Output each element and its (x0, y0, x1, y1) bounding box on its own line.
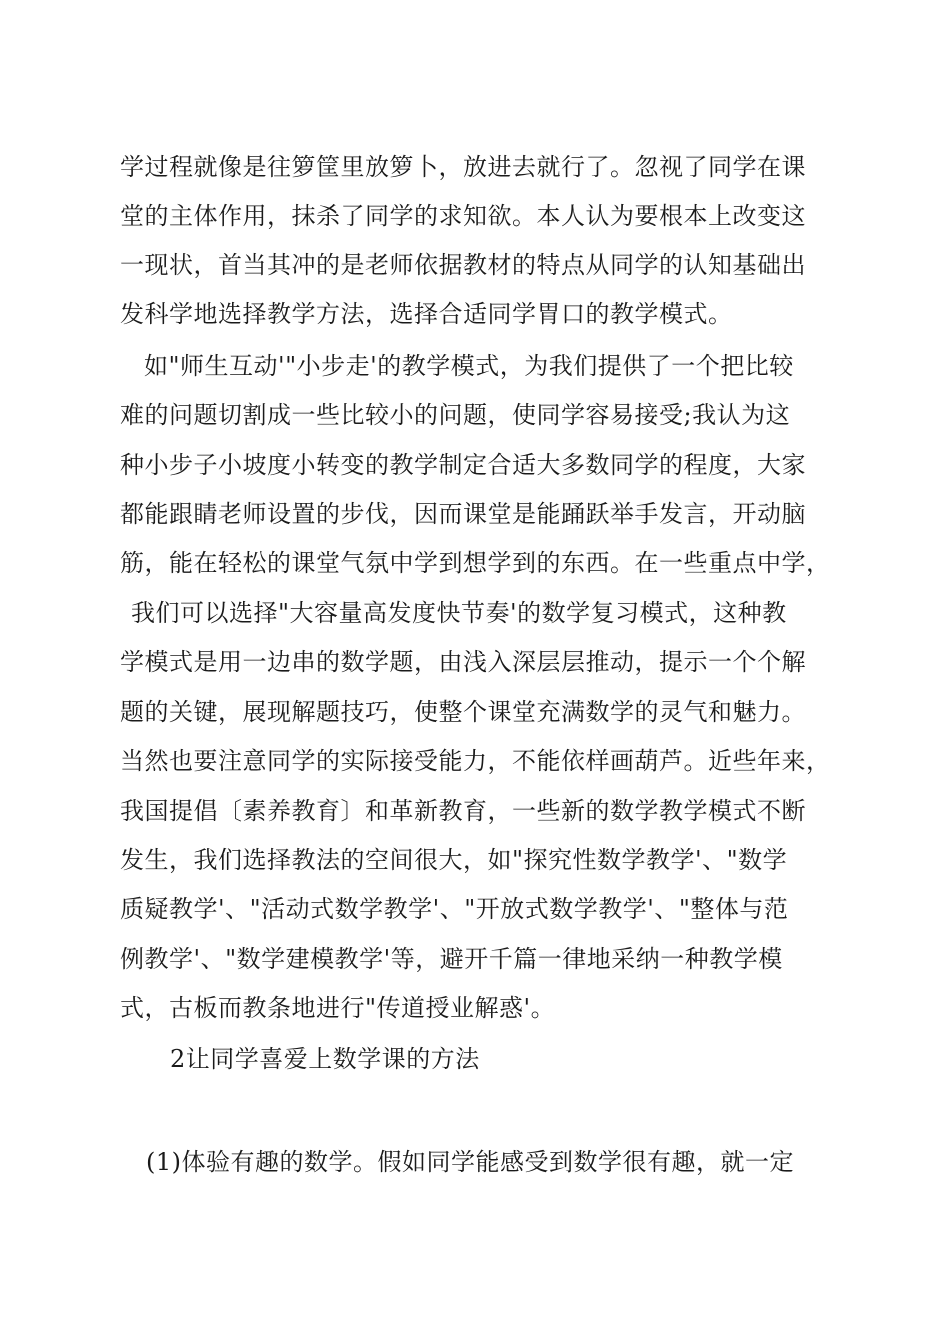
text-line: 学过程就像是往箩筐里放箩卜，放进去就行了。忽视了同学在课 (120, 153, 806, 181)
section-heading: 2让同学喜爱上数学课的方法 (170, 1045, 480, 1073)
text-line: 筋，能在轻松的课堂气氛中学到想学到的东西。在一些重点中学， (120, 549, 831, 577)
text-line: 我国提倡〔素养教育〕和革新教育，一些新的数学教学模式不断 (120, 797, 806, 825)
text-line: 式，古板而教条地进行"传道授业解惑'。 (120, 994, 556, 1022)
text-line: 如"师生互动'"小步走'的教学模式，为我们提供了一个把比较 (144, 352, 794, 380)
text-line: 学模式是用一边串的数学题，由浅入深层层推动，提示一个个解 (120, 648, 806, 676)
text-line: 种小步子小坡度小转变的教学制定合适大多数同学的程度，大家 (120, 451, 806, 479)
text-line: (1)体验有趣的数学。假如同学能感受到数学很有趣，就一定 (146, 1148, 794, 1176)
text-line: 堂的主体作用，抹杀了同学的求知欲。本人认为要根本上改变这 (120, 202, 806, 230)
text-line: 一现状，首当其冲的是老师依据教材的特点从同学的认知基础出 (120, 251, 806, 279)
text-line: 都能跟睛老师设置的步伐，因而课堂是能踊跃举手发言，开动脑 (120, 500, 806, 528)
text-line: 发生，我们选择教法的空间很大，如"探究性数学教学'、"数学 (120, 846, 788, 874)
text-line: 当然也要注意同学的实际接受能力，不能依样画葫芦。近些年来， (120, 747, 831, 775)
text-line: 难的问题切割成一些比较小的问题，使同学容易接受;我认为这 (120, 401, 791, 429)
text-line: 题的关键，展现解题技巧，使整个课堂充满数学的灵气和魅力。 (120, 698, 806, 726)
text-line: 发科学地选择教学方法，选择合适同学胃口的教学模式。 (120, 300, 733, 328)
text-line: 我们可以选择"大容量高发度快节奏'的数学复习模式，这种教 (131, 599, 787, 627)
text-line: 质疑教学'、"活动式数学教学'、"开放式数学教学'、"整体与范 (120, 895, 789, 923)
text-line: 例教学'、"数学建模教学'等，避开千篇一律地采纳一种教学模 (120, 945, 783, 973)
